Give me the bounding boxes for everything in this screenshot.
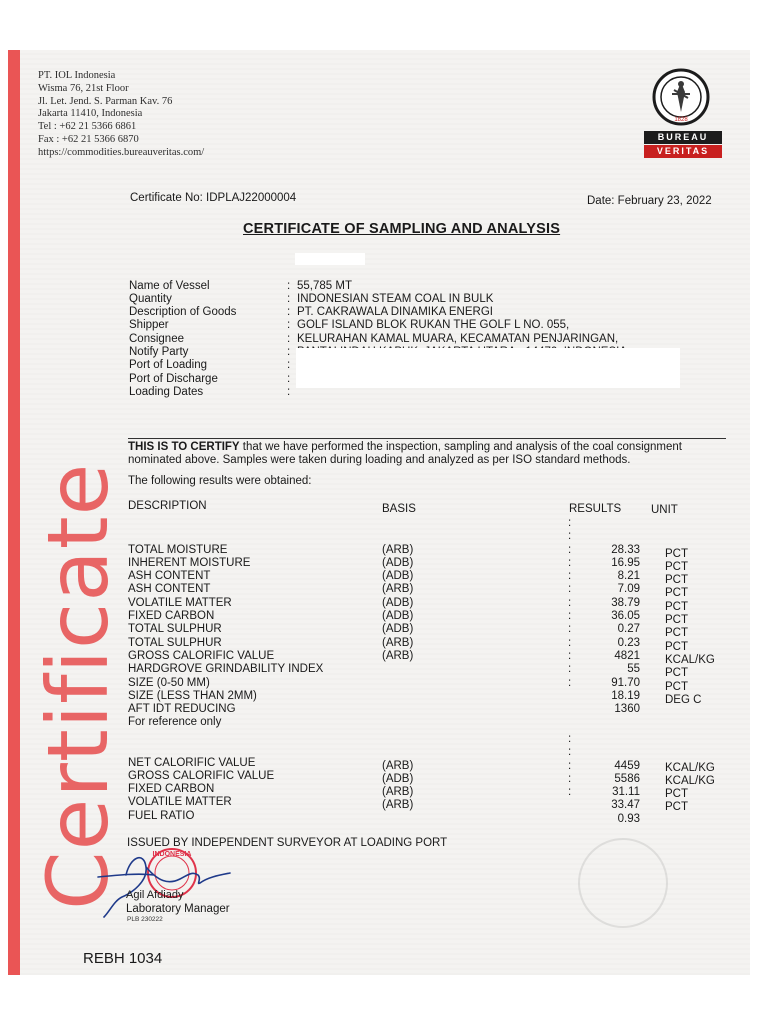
table-row: TOTAL SULPHUR: [128, 623, 222, 636]
table-row: ASH CONTENT: [128, 583, 211, 596]
reference-colon-column: : : : : :: [568, 733, 572, 799]
results-unit-column: PCT PCT PCT PCT PCT PCT PCT PCT KCAL/KG PCT PCT DEG C: [665, 547, 715, 706]
document-reference: REBH 1034: [83, 950, 163, 967]
results-intro: The following results were obtained:: [128, 475, 312, 487]
results-description-column: [128, 517, 323, 730]
table-row: TOTAL MOISTURE: [128, 543, 228, 556]
logo-veritas-text: VERITAS: [644, 145, 722, 158]
list-item: GROSS CALORIFIC VALUE: [128, 769, 275, 782]
signatory-role: Laboratory Manager: [126, 903, 230, 915]
certificate-watermark: Certificate: [29, 462, 127, 910]
section-divider: [128, 438, 726, 439]
table-row: INHERENT MOISTURE: [128, 556, 251, 569]
table-row: VOLATILE MATTER: [128, 596, 232, 609]
header-description: DESCRIPTION: [128, 500, 207, 512]
details-values: 55,785 MT INDONESIAN STEAM COAL IN BULK PT. CAKRAWALA DINAMIKA ENERGI GOLF ISLAND BLOK RUKAN THE GOLF L NO. 055, KELURAHAN KAMAL MUARA, KECAMATAN PENJARINGAN,: [297, 279, 619, 345]
header-unit: UNIT: [651, 504, 678, 516]
results-basis-column: (ARB) (ADB) (ADB) (ARB) (ADB) (ADB) (ADB) (ARB) (ARB): [382, 543, 414, 662]
details-colons: : : : : : : : : :: [287, 279, 291, 398]
reference-basis-column: (ARB) (ADB) (ARB) (ARB): [382, 759, 414, 812]
bureau-veritas-logo: [644, 68, 722, 158]
bureau-veritas-seal-icon: [652, 68, 710, 126]
redaction-consignee: [296, 348, 680, 388]
table-row: HARDGROVE GRINDABILITY INDEX: [128, 663, 324, 676]
reference-heading: For reference only: [128, 716, 222, 728]
table-row: GROSS CALORIFIC VALUE: [128, 649, 275, 662]
signatory-code: PLB 230222: [127, 916, 163, 923]
logo-bureau-text: BUREAU: [644, 131, 722, 144]
issuer-address: PT. IOL Indonesia Wisma 76, 21st Floor Jl. Let. Jend. S. Parman Kav. 76 Jakarta 11410, Indonesia Tel : +62 21 5366 6861 Fax : +62 21 5366 6870 https://commodities.bureauveritas.com/: [38, 70, 205, 158]
certificate-date: Date: February 23, 2022: [587, 195, 712, 207]
list-item: NET CALORIFIC VALUE: [128, 756, 256, 769]
redaction-vessel: [295, 253, 365, 265]
reference-unit-column: KCAL/KG KCAL/KG PCT PCT: [665, 761, 715, 814]
header-basis: BASIS: [382, 503, 416, 515]
signatory-name: Agil Afdiady: [126, 889, 184, 901]
list-item: FUEL RATIO: [128, 809, 195, 822]
red-margin-bar: [8, 50, 20, 975]
table-row: AFT IDT REDUCING: [128, 703, 236, 716]
results-colon-column: : : : : : : : : : : : : :: [568, 517, 572, 689]
reference-value-column: 4459 5586 31.11 33.47 0.93: [611, 759, 640, 825]
certify-statement: THIS IS TO CERTIFY that we have performed the inspection, sampling and analysis of the coal consignment nominated above. Samples were taken during loading and analyzed as per ISO standard methods.: [128, 441, 682, 466]
svg-text:INDONESIA: INDONESIA: [152, 851, 192, 858]
certificate-number: Certificate No: IDPLAJ22000004: [130, 192, 297, 204]
document-title: CERTIFICATE OF SAMPLING AND ANALYSIS: [243, 221, 561, 237]
embossed-seal: [578, 838, 668, 928]
list-item: VOLATILE MATTER: [128, 796, 232, 809]
header-results: RESULTS: [569, 503, 622, 515]
issued-by-statement: ISSUED BY INDEPENDENT SURVEYOR AT LOADING PORT: [127, 837, 448, 849]
table-row: ASH CONTENT: [128, 570, 211, 583]
details-labels: Name of Vessel Quantity Description of Goods Shipper Consignee Notify Party Port of Loading Port of Discharge Loading Dates: [129, 279, 237, 398]
reference-description-column: [128, 730, 274, 836]
table-row: FIXED CARBON: [128, 610, 215, 623]
results-value-column: 28.33 16.95 8.21 7.09 38.79 36.05 0.27 0.23 4821 55 91.70 18.19 1360: [611, 543, 640, 716]
table-row: SIZE (LESS THAN 2MM): [128, 689, 257, 702]
svg-text:1828: 1828: [674, 117, 688, 123]
list-item: FIXED CARBON: [128, 783, 215, 796]
table-row: SIZE (0-50 MM): [128, 676, 210, 689]
table-row: TOTAL SULPHUR: [128, 636, 222, 649]
